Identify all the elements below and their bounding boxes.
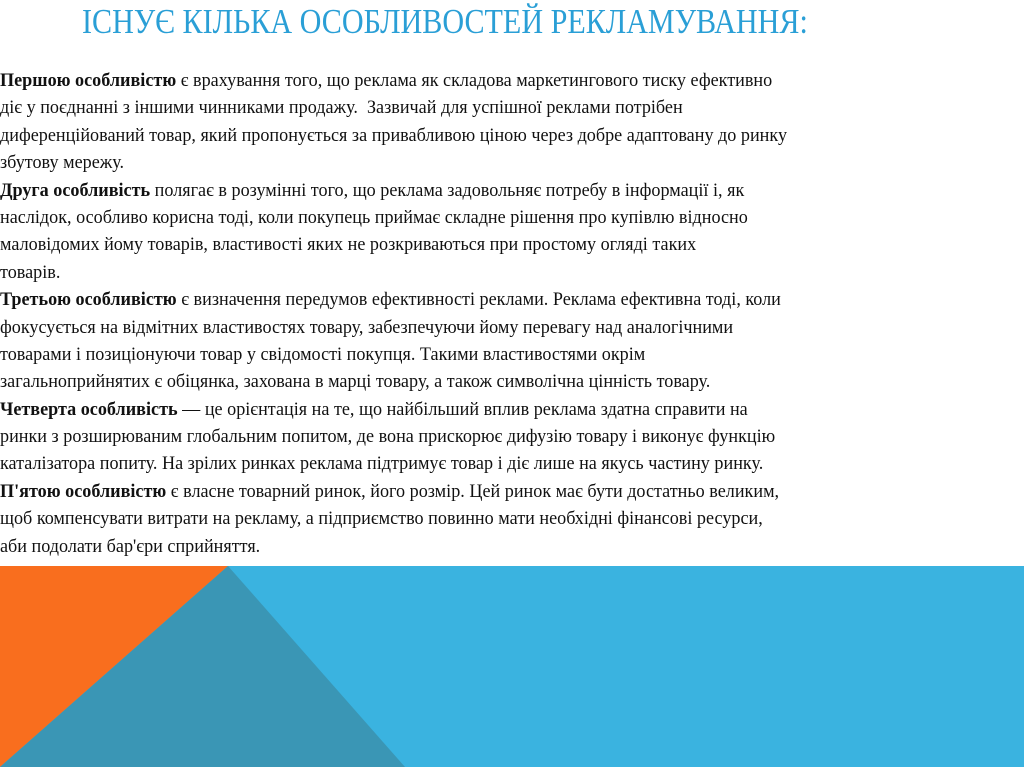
- paragraph-line: [0, 286, 978, 313]
- paragraph-line: [0, 478, 978, 505]
- decorative-band: [0, 566, 1024, 767]
- paragraph-lead: Першою особливістю: [0, 70, 177, 91]
- paragraph-line: [0, 149, 978, 176]
- paragraph-lead: Третьою особливістю: [0, 289, 177, 311]
- slide-body: [0, 67, 1024, 560]
- paragraph-text: є визначення передумов ефективності реклами. Реклама ефективна тоді, коли: [176, 289, 781, 311]
- paragraph-line: [0, 396, 978, 423]
- paragraph-line: [0, 450, 978, 477]
- paragraph-line: [0, 204, 978, 231]
- paragraph-text: ринки з розширюваним глобальним попитом, де вона прискорює дифузію товару і виконує функцію: [0, 426, 776, 448]
- paragraph-text: аби подолати бар'єри сприйняття.: [0, 535, 261, 557]
- paragraph-line: [0, 94, 978, 121]
- paragraph-line: [0, 259, 978, 286]
- paragraph-text: каталізатора попиту. На зрілих ринках реклама підтримує товар і діє лише на якусь частину ринку.: [0, 453, 764, 475]
- paragraph-line: [0, 314, 978, 341]
- paragraph-text: — це орієнтація на те, що найбільший вплив реклама здатна справити на: [177, 398, 748, 420]
- paragraph-line: [0, 423, 978, 450]
- paragraph-text: диференційований товар, який пропонується за привабливою ціною через добре адаптовану до ринку: [0, 124, 788, 146]
- paragraph-text: наслідок, особливо корисна тоді, коли покупець приймає складне рішення про купівлю відносно: [0, 206, 748, 228]
- paragraph-text: щоб компенсувати витрати на рекламу, а підприємство повинно мати необхідні фінансові ресурси,: [0, 508, 763, 530]
- paragraph-text: діє у поєднанні з іншими чинниками продажу. Зазвичай для успішної реклами потрібен: [0, 97, 683, 119]
- paragraph-line: [0, 505, 978, 532]
- paragraph-text: збутову мережу.: [0, 152, 125, 174]
- paragraph-lead: П'ятою особливістю: [0, 480, 167, 502]
- paragraph-text: загальноприйнятих є обіцянка, захована в марці товару, а також символічна цінність товару.: [0, 371, 711, 393]
- paragraph-text: товарами і позиціонуючи товар у свідомості покупця. Такими властивостями окрім: [0, 343, 646, 365]
- paragraph-line: [0, 231, 978, 258]
- paragraph-text: маловідомих йому товарів, властивості яких не розкриваються при простому огляді таких: [0, 234, 697, 256]
- paragraph-line: [0, 122, 978, 149]
- paragraph-text: фокусується на відмітних властивостях товару, забезпечуючи йому перевагу над аналогічними: [0, 316, 734, 338]
- paragraph-lead: Друга особливість: [0, 179, 151, 201]
- paragraph-text: є врахування того, що реклама як складова маркетингового тиску ефективно: [176, 70, 773, 91]
- paragraph-text: полягає в розумінні того, що реклама задовольняє потребу в інформації і, як: [150, 179, 745, 201]
- paragraph-text: є власне товарний ринок, його розмір. Цей ринок має бути достатньо великим,: [166, 480, 780, 502]
- paragraph-lead: Четверта особливість: [0, 398, 178, 420]
- paragraph-text: товарів.: [0, 261, 61, 283]
- paragraph-line: [0, 368, 978, 395]
- slide-title: ІСНУЄ КІЛЬКА ОСОБЛИВОСТЕЙ РЕКЛАМУВАННЯ:: [82, 2, 808, 41]
- paragraph-line: [0, 67, 978, 94]
- paragraph-line: [0, 533, 978, 560]
- paragraph-line: [0, 177, 978, 204]
- paragraph-line: [0, 341, 978, 368]
